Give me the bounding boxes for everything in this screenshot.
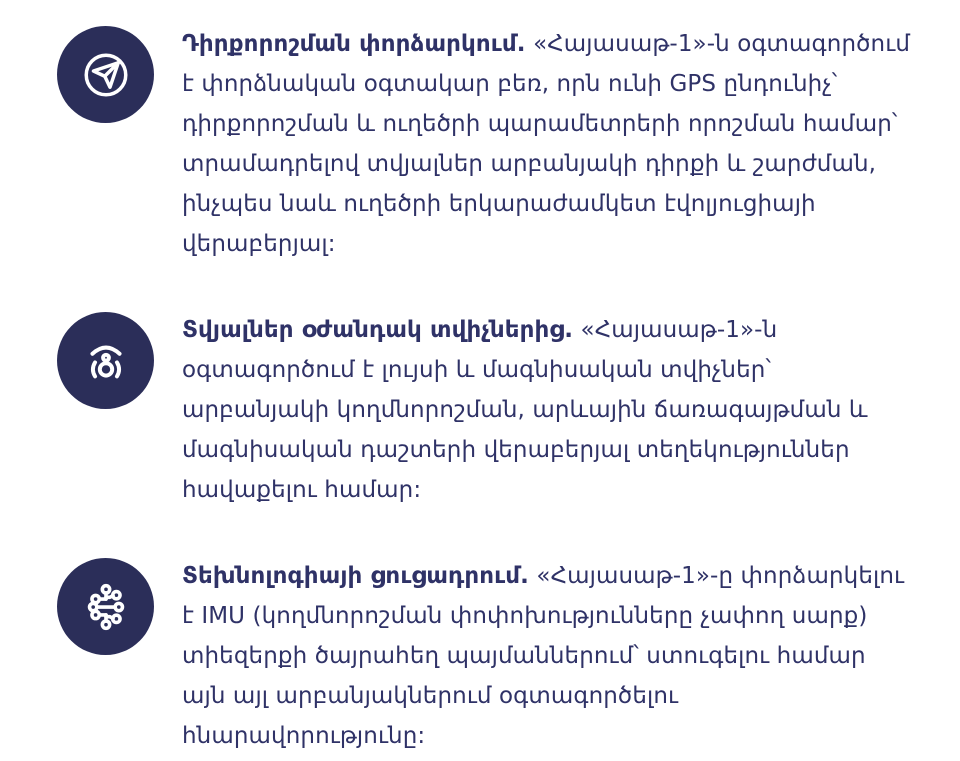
feature-title: Տեխնոլոգիայի ցուցադրում.: [182, 563, 529, 589]
feature-body: «Հայասաթ-1»-ը փորձարկելու է IMU (կողմնորոշման փոփոխությունները չափող սարք) տիեզերքի ծայրահեղ պայմաններում՝ ստուգելու համար այն այլ արբանյակներում օգտագործելու հնարավորությունը:: [182, 563, 905, 749]
feature-body: «Հայասաթ-1»-ն օգտագործում է լույսի և մագնիսական տվիչներ՝ արբանյակի կողմնորոշման, արևային ճառագայթման և մագնիսական դաշտերի վերաբերյալ տեղեկություններ հավաքելու համար:: [182, 317, 868, 503]
feature-text: [182, 556, 910, 756]
feature-title: Դիրքորոշման փորձարկում.: [182, 31, 526, 57]
feature-body: «Հայասաթ-1»-ն օգտագործում է փորձնական օգտակար բեռ, որն ունի GPS ընդունիչ՝ դիրքորոշման և ուղեծրի պարամետրերի որոշման համար՝ տրամադրելով տվյալներ արբանյակի դիրքի և շարժման, ինչպես նաև ուղեծրի երկարաժամկետ էվոլյուցիայի վերաբերյալ:: [182, 31, 910, 257]
send-icon: [57, 26, 154, 123]
feature-text: [182, 310, 910, 510]
feature-item-sensors: [57, 310, 920, 510]
circuit-icon: [57, 558, 154, 655]
feature-text: [182, 24, 910, 264]
feature-item-positioning: [57, 24, 920, 264]
feature-title: Տվյալներ օժանդակ տվիչներից.: [182, 317, 574, 343]
feature-item-technology: [57, 556, 920, 756]
sensor-icon: [57, 312, 154, 409]
